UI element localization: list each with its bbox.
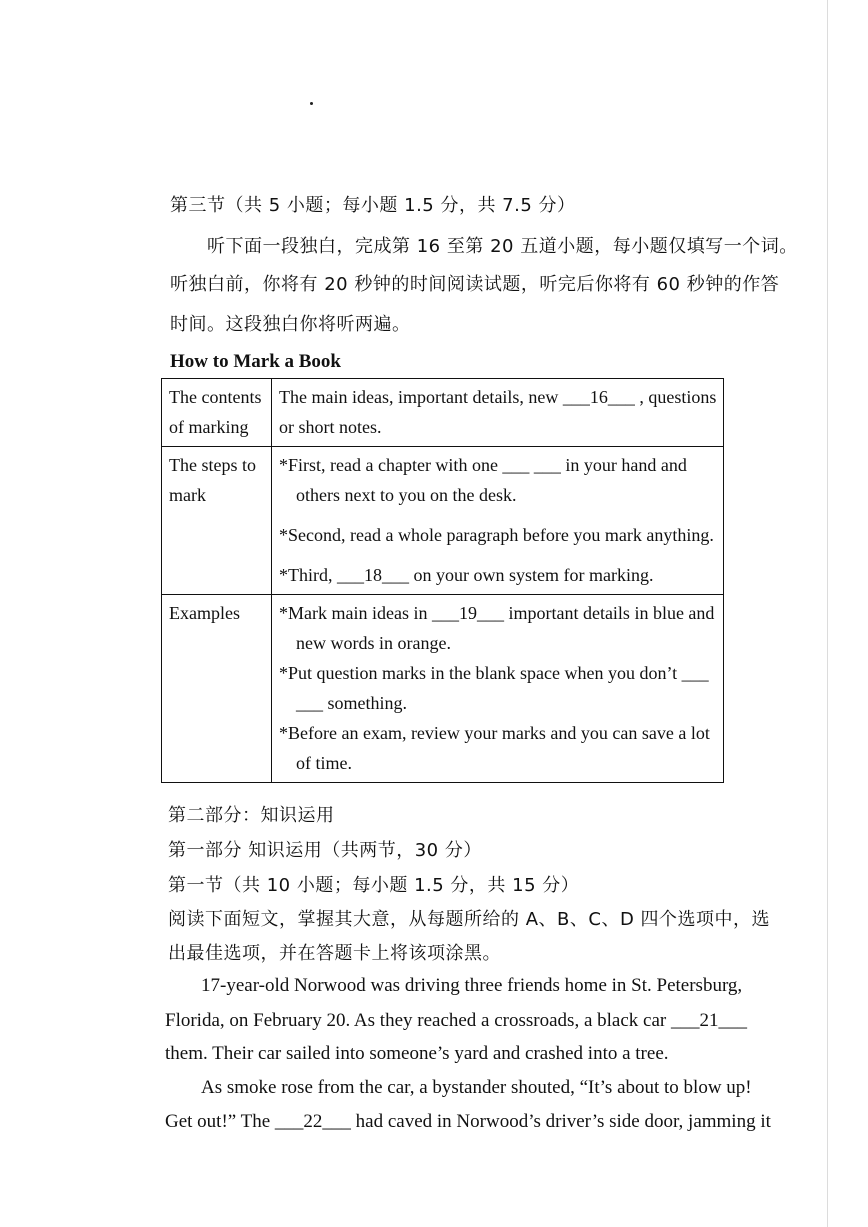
contents-item: The main ideas, important details, new ___16___ , questions or short notes. xyxy=(279,387,717,437)
table-row xyxy=(162,379,724,447)
part2-heading: 第二部分：知识运用 xyxy=(168,805,335,826)
step-third: *Third, ___18___ on your own system for marking. xyxy=(279,565,654,585)
scan-speck xyxy=(310,102,313,105)
passage-line2: Florida, on February 20. As they reached a crossroads, a black car ___21___ xyxy=(165,1010,747,1031)
passage-line1: 17-year-old Norwood was driving three friends home in St. Petersburg, xyxy=(201,975,743,996)
table-title: How to Mark a Book xyxy=(170,351,341,372)
section3-intro-line2: 听独白前，你将有 20 秒钟的时间阅读试题，听完后你将有 60 秒钟的作答 xyxy=(170,274,780,295)
row-content-steps xyxy=(272,447,724,595)
passage-line5: Get out!” The ___22___ had caved in Norwood’s driver’s side door, jamming it xyxy=(165,1111,771,1132)
instruction-line2: 出最佳选项，并在答题卡上将该项涂黑。 xyxy=(168,943,501,964)
passage-line4: As smoke rose from the car, a bystander shouted, “It’s about to blow up! xyxy=(201,1077,752,1098)
section1-heading: 第一节（共 10 小题；每小题 1.5 分，共 15 分） xyxy=(168,875,580,896)
example-1: *Mark main ideas in ___19___ important details in blue and new words in orange. xyxy=(279,603,715,653)
table-row xyxy=(162,447,724,595)
step-second: *Second, read a whole paragraph before you mark anything. xyxy=(279,525,714,545)
row-content-examples xyxy=(272,595,724,783)
row-label-examples: Examples xyxy=(162,595,272,783)
row-content-contents xyxy=(272,379,724,447)
page-edge xyxy=(827,0,828,1227)
table-row xyxy=(162,595,724,783)
section3-heading: 第三节（共 5 小题；每小题 1.5 分，共 7.5 分） xyxy=(170,195,576,216)
part2-subheading: 第一部分 知识运用（共两节，30 分） xyxy=(168,840,482,861)
row-label-steps: The steps to mark xyxy=(162,447,272,595)
example-3: *Before an exam, review your marks and you can save a lot of time. xyxy=(279,723,710,773)
row-label-contents: The contents of marking xyxy=(162,379,272,447)
section3-intro-line1: 听下面一段独白，完成第 16 至第 20 五道小题，每小题仅填写一个词。 xyxy=(207,236,798,257)
passage-line3: them. Their car sailed into someone’s yard and crashed into a tree. xyxy=(165,1043,669,1064)
section3-intro-line3: 时间。这段独白你将听两遍。 xyxy=(170,314,411,335)
instruction-line1: 阅读下面短文，掌握其大意，从每题所给的 A、B、C、D 四个选项中，选 xyxy=(168,909,771,930)
step-first: *First, read a chapter with one ___ ___ in your hand and others next to you on the desk. xyxy=(279,455,687,505)
example-2: *Put question marks in the blank space when you don’t ___ ___ something. xyxy=(279,663,709,713)
marking-table xyxy=(161,378,724,783)
